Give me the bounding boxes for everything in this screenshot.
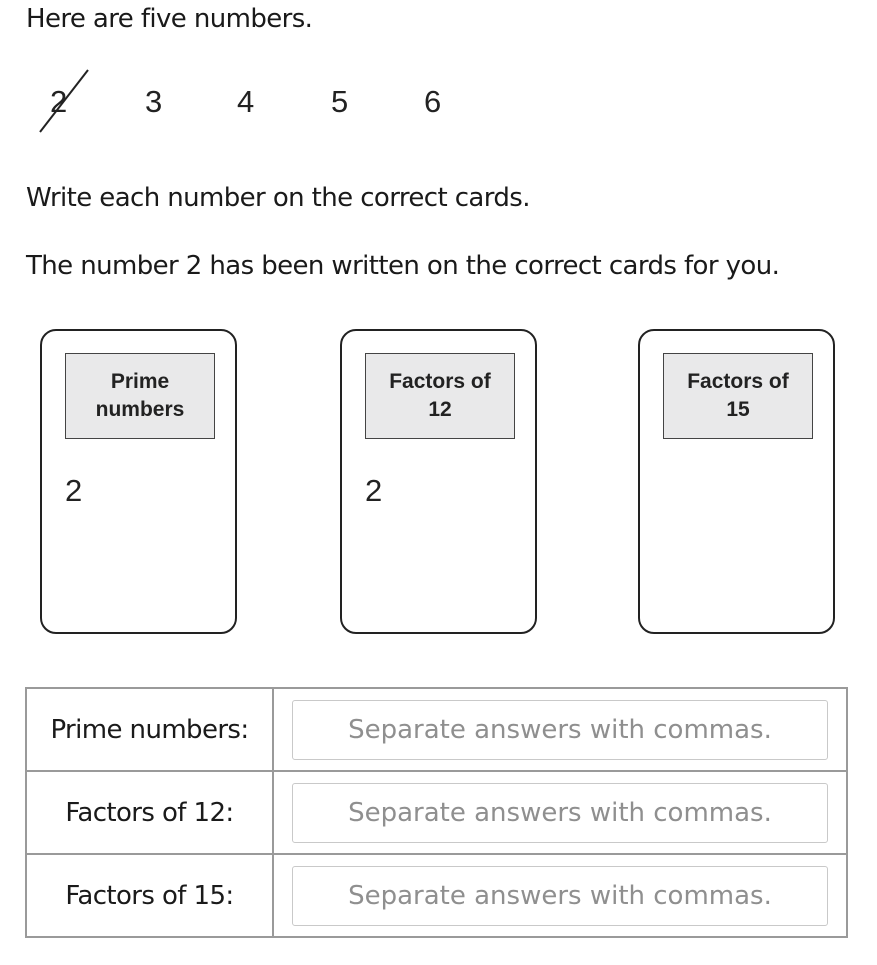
example-note-text: The number 2 has been written on the correct cards for you.: [26, 251, 780, 281]
answer-row-prime-numbers: [26, 688, 847, 771]
answer-table: [25, 687, 848, 938]
card-value: 2: [365, 473, 383, 508]
answer-input-cell: [273, 771, 847, 854]
number-item: 5: [331, 84, 349, 119]
answer-row-factors-of-12: [26, 771, 847, 854]
card-prime-numbers: [40, 329, 237, 634]
factors-of-12-input[interactable]: [292, 783, 828, 843]
number-item: 3: [145, 84, 163, 119]
prime-numbers-input[interactable]: [292, 700, 828, 760]
answer-input-cell: [273, 854, 847, 937]
card-factors-of-12: [340, 329, 537, 634]
card-header: Factors of 15: [663, 353, 813, 439]
number-item: 2: [50, 84, 68, 119]
strikethrough-mark: [36, 66, 92, 136]
card-header: Factors of 12: [365, 353, 515, 439]
card-value: 2: [65, 473, 83, 508]
answer-label: Prime numbers:: [26, 688, 273, 771]
instruction-text: Write each number on the correct cards.: [26, 183, 530, 213]
number-item: 4: [237, 84, 255, 119]
answer-label: Factors of 12:: [26, 771, 273, 854]
intro-text: Here are five numbers.: [26, 4, 313, 34]
answer-row-factors-of-15: [26, 854, 847, 937]
number-item: 6: [424, 84, 442, 119]
card-header: Prime numbers: [65, 353, 215, 439]
number-list: [0, 80, 877, 130]
answer-input-cell: [273, 688, 847, 771]
answer-label: Factors of 15:: [26, 854, 273, 937]
factors-of-15-input[interactable]: [292, 866, 828, 926]
card-factors-of-15: [638, 329, 835, 634]
